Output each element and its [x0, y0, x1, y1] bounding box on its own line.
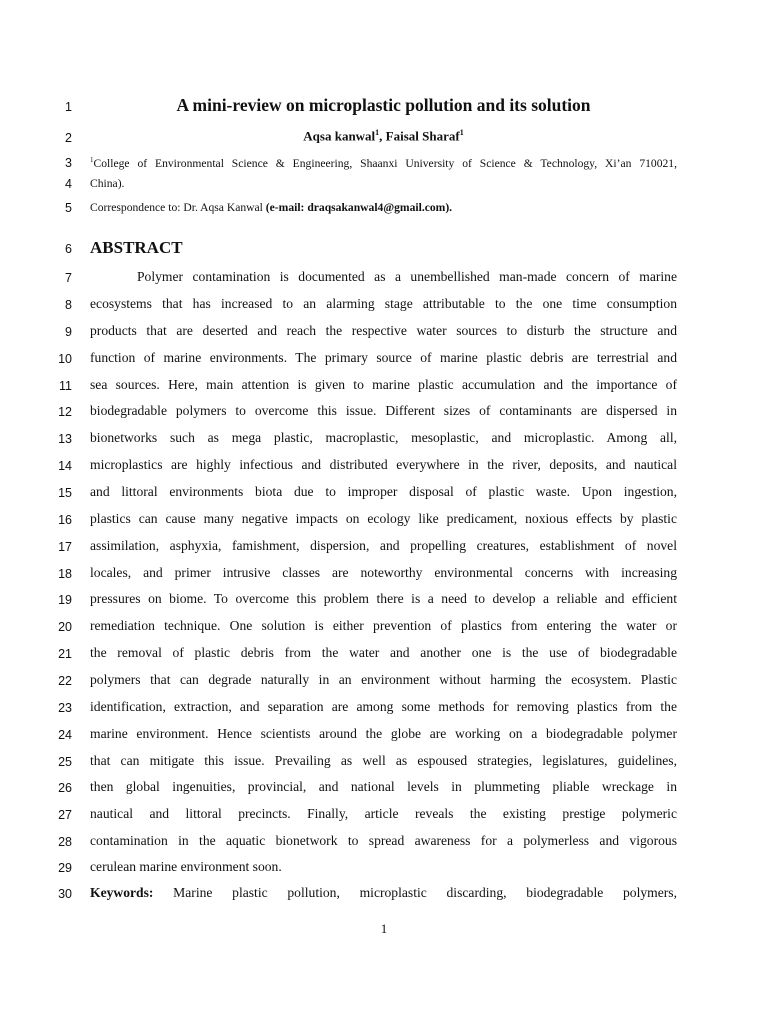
line-number: 22: [58, 674, 72, 688]
abstract-line: bionetworks such as mega plastic, macroplastic, mesoplastic, and microplastic. Among all,: [90, 430, 677, 445]
line-number: 29: [58, 861, 72, 875]
paper-title: A mini-review on microplastic pollution and its solution: [176, 95, 591, 115]
abstract-line: microplastics are highly infectious and distributed everywhere in the river, deposits, and nautical: [90, 457, 677, 472]
page-number: 1: [380, 921, 388, 936]
line-number: 10: [58, 352, 72, 366]
line-number: 4: [65, 177, 72, 191]
abstract-line: assimilation, asphyxia, famishment, dispersion, and propelling creatures, establishment of novel: [90, 538, 677, 553]
line-number: 15: [58, 486, 72, 500]
line-number: 17: [58, 540, 72, 554]
abstract-line: function of marine environments. The primary source of marine plastic debris are terrestrial and: [90, 350, 677, 365]
line-number: 14: [58, 459, 72, 473]
line-number: 28: [58, 835, 72, 849]
line-number: 6: [65, 242, 72, 256]
keywords-text: Marine plastic pollution, microplastic discarding, biodegradable polymers,: [153, 885, 677, 900]
line-number: 8: [65, 298, 72, 312]
abstract-line: polymers that can degrade naturally in an environment without harming the ecosystem. Plastic: [90, 672, 677, 687]
affiliation-line: China).: [90, 177, 125, 190]
line-number: 7: [65, 271, 72, 285]
line-number: 27: [58, 808, 72, 822]
author-separator: ,: [379, 128, 386, 144]
abstract-line: pressures on biome. To overcome this problem there is a need to develop a reliable and efficient: [90, 591, 677, 606]
abstract-line: plastics can cause many negative impacts on ecology like predicament, noxious effects by plastic: [90, 511, 677, 526]
abstract-line: then global ingenuities, provincial, and national levels in plummeting pliable wreckage in: [90, 779, 677, 794]
correspondence-label: Correspondence to: Dr. Aqsa Kanwal: [90, 201, 266, 214]
affiliation-marker: 1: [459, 128, 464, 137]
abstract-line: marine environment. Hence scientists around the globe are working on a biodegradable polymer: [90, 726, 677, 741]
abstract-line: nautical and littoral precincts. Finally, article reveals the existing prestige polymeric: [90, 806, 677, 821]
abstract-line: and littoral environments biota due to improper disposal of plastic waste. Upon ingestion,: [90, 484, 677, 499]
line-number: 12: [58, 405, 72, 419]
affiliation-text: College of Environmental Science & Engineering, Shaanxi University of Science & Technology, Xi’an 710021,: [93, 156, 677, 170]
abstract-heading: ABSTRACT: [90, 238, 183, 257]
correspondence: [90, 201, 677, 214]
line-number: 30: [58, 887, 72, 901]
line-number: 19: [58, 593, 72, 607]
abstract-line: that can mitigate this issue. Prevailing as well as espoused strategies, legislatures, guidelines,: [90, 753, 677, 768]
correspondence-email: (e-mail: draqsakanwal4@gmail.com).: [265, 201, 453, 214]
abstract-line: contamination in the aquatic bionetwork to spread awareness for a polymerless and vigorous: [90, 833, 677, 848]
affiliation-marker: 1: [375, 128, 380, 137]
abstract-line: the removal of plastic debris from the water and another one is the use of biodegradable: [90, 645, 677, 660]
affiliation-line: [90, 156, 677, 170]
line-number: 21: [58, 647, 72, 661]
line-number: 20: [58, 620, 72, 634]
line-number: 1: [65, 100, 72, 114]
abstract-line: Polymer contamination is documented as a unembellished man-made concern of marine: [137, 269, 677, 284]
abstract-line: products that are deserted and reach the respective water sources to disturb the structure and: [90, 323, 677, 338]
author-name: Aqsa kanwal: [303, 128, 376, 144]
line-number: 9: [65, 325, 72, 339]
abstract-line: remediation technique. One solution is either prevention of plastics from entering the water or: [90, 618, 677, 633]
line-number: 2: [65, 131, 72, 145]
author-name: Faisal Sharaf: [385, 128, 460, 144]
line-number: 23: [58, 701, 72, 715]
line-number: 18: [58, 567, 72, 581]
abstract-line: sea sources. Here, main attention is given to marine plastic accumulation and the importance of: [90, 377, 677, 392]
author-list: [90, 128, 677, 144]
line-number: 26: [58, 781, 72, 795]
keywords-label: Keywords:: [90, 885, 154, 900]
abstract-line: cerulean marine environment soon.: [90, 859, 282, 874]
line-number: 25: [58, 755, 72, 769]
abstract-line: ecosystems that has increased to an alarming stage attributable to the one time consumption: [90, 296, 677, 311]
keywords-line: [90, 885, 677, 901]
line-number: 24: [58, 728, 72, 742]
line-number: 3: [65, 156, 72, 170]
line-number: 5: [65, 201, 72, 215]
line-number: 13: [58, 432, 72, 446]
abstract-line: biodegradable polymers to overcome this issue. Different sizes of contaminants are dispersed in: [90, 403, 677, 418]
affiliation-marker: 1: [90, 156, 94, 164]
line-number: 16: [58, 513, 72, 527]
line-number: 11: [59, 379, 72, 393]
abstract-line: locales, and primer intrusive classes are noteworthy environmental concerns with increasing: [90, 565, 677, 580]
abstract-line: identification, extraction, and separation are among some methods for removing plastics from the: [90, 699, 677, 714]
